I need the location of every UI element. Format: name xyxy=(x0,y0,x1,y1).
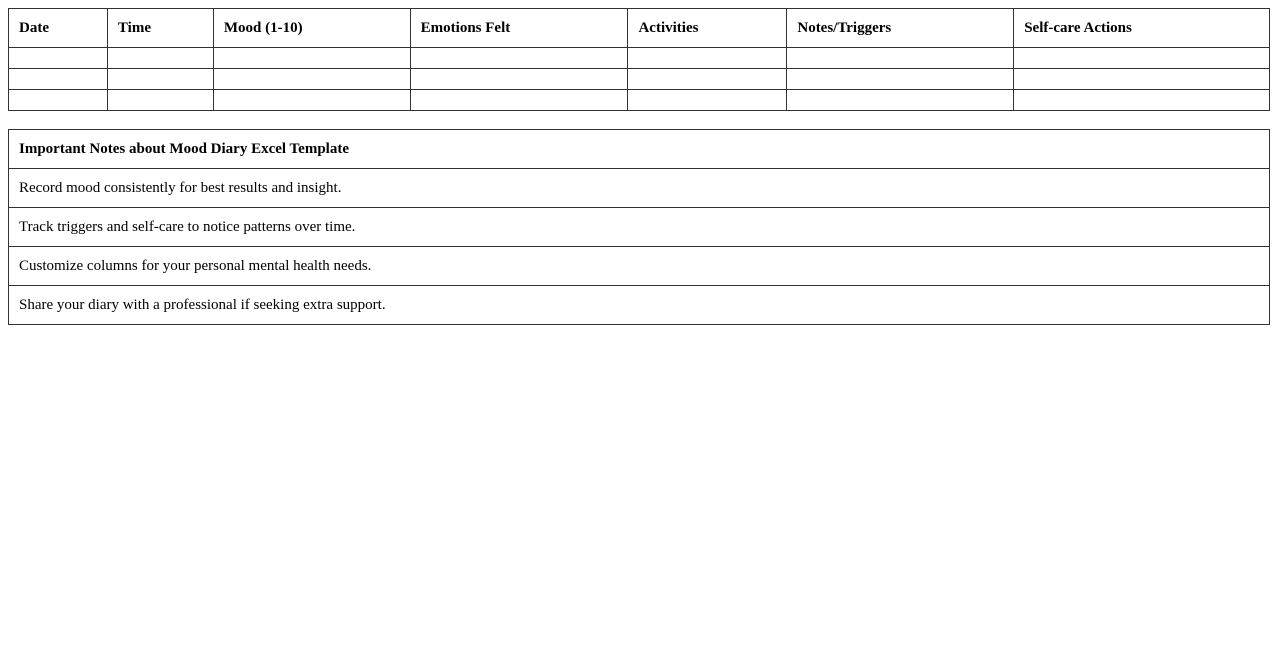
notes-header-row xyxy=(9,130,1270,169)
table-row xyxy=(9,90,1270,111)
notes-row xyxy=(9,247,1270,286)
table-cell[interactable] xyxy=(628,69,787,90)
header-self-care-actions: Self-care Actions xyxy=(1014,9,1270,48)
note-item: Customize columns for your personal mental health needs. xyxy=(9,247,1270,286)
table-cell[interactable] xyxy=(9,48,108,69)
header-mood: Mood (1-10) xyxy=(213,9,410,48)
table-cell[interactable] xyxy=(213,69,410,90)
table-cell[interactable] xyxy=(107,69,213,90)
table-cell[interactable] xyxy=(213,48,410,69)
header-notes-triggers: Notes/Triggers xyxy=(787,9,1014,48)
table-row xyxy=(9,48,1270,69)
table-cell[interactable] xyxy=(1014,90,1270,111)
table-cell[interactable] xyxy=(628,90,787,111)
table-cell[interactable] xyxy=(787,69,1014,90)
table-cell[interactable] xyxy=(1014,48,1270,69)
notes-row xyxy=(9,286,1270,325)
table-cell[interactable] xyxy=(787,90,1014,111)
header-date: Date xyxy=(9,9,108,48)
notes-row xyxy=(9,169,1270,208)
table-cell[interactable] xyxy=(1014,69,1270,90)
note-item: Share your diary with a professional if seeking extra support. xyxy=(9,286,1270,325)
table-cell[interactable] xyxy=(107,90,213,111)
table-cell[interactable] xyxy=(9,90,108,111)
table-row xyxy=(9,69,1270,90)
notes-row xyxy=(9,208,1270,247)
table-cell[interactable] xyxy=(628,48,787,69)
header-emotions-felt: Emotions Felt xyxy=(410,9,628,48)
note-item: Record mood consistently for best results and insight. xyxy=(9,169,1270,208)
table-cell[interactable] xyxy=(410,90,628,111)
table-header-row xyxy=(9,9,1270,48)
table-cell[interactable] xyxy=(410,48,628,69)
table-cell[interactable] xyxy=(9,69,108,90)
note-item: Track triggers and self-care to notice patterns over time. xyxy=(9,208,1270,247)
header-time: Time xyxy=(107,9,213,48)
important-notes-table xyxy=(8,129,1270,325)
table-cell[interactable] xyxy=(787,48,1014,69)
table-cell[interactable] xyxy=(410,69,628,90)
mood-diary-table xyxy=(8,8,1270,111)
table-cell[interactable] xyxy=(213,90,410,111)
header-activities: Activities xyxy=(628,9,787,48)
notes-title: Important Notes about Mood Diary Excel Template xyxy=(9,130,1270,169)
table-cell[interactable] xyxy=(107,48,213,69)
